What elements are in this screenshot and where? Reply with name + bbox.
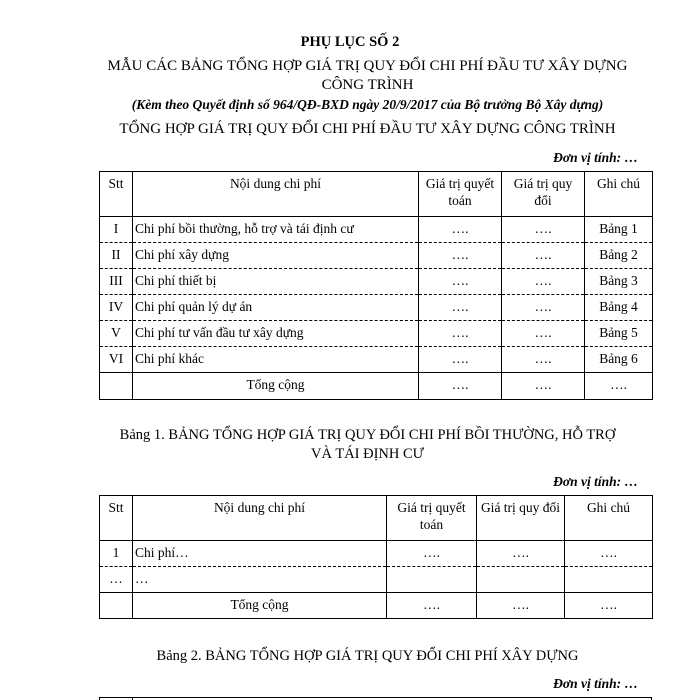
header-content: Nội dung chi phí (133, 172, 419, 217)
table-row (100, 269, 653, 295)
row-settled: …. (419, 347, 502, 373)
header-converted-value: Giá trị quy đổi (502, 172, 585, 217)
row-content: Chi phí xây dựng (133, 243, 419, 269)
table-row (100, 295, 653, 321)
table-row (100, 347, 653, 373)
table-row (100, 217, 653, 243)
total-stt (100, 593, 133, 619)
row-note: Bảng 1 (585, 217, 653, 243)
table1 (99, 495, 653, 619)
table-row (100, 541, 653, 567)
total-settled: …. (419, 373, 502, 400)
appendix-title: PHỤ LỤC SỐ 2 (300, 34, 400, 50)
row-note: Bảng 6 (585, 347, 653, 373)
row-note: Bảng 4 (585, 295, 653, 321)
row-stt: II (100, 243, 133, 269)
table1-heading-line-2: VÀ TÁI ĐỊNH CƯ (311, 446, 424, 462)
row-note (565, 567, 653, 593)
total-converted: …. (477, 593, 565, 619)
row-content: … (133, 567, 387, 593)
document-subtitle: (Kèm theo Quyết định số 964/QĐ-BXD ngày 20/9/2017 của Bộ trưởng Bộ Xây dựng) (131, 97, 604, 112)
total-note: …. (565, 593, 653, 619)
row-content: Chi phí thiết bị (133, 269, 419, 295)
summary-table (99, 171, 653, 400)
row-note: Bảng 5 (585, 321, 653, 347)
document-title-line-2: CÔNG TRÌNH (321, 77, 414, 93)
total-note: …. (585, 373, 653, 400)
row-stt: VI (100, 347, 133, 373)
row-settled: …. (419, 243, 502, 269)
row-content: Chi phí bồi thường, hỗ trợ và tái định cư (133, 217, 419, 243)
table1-heading-line-1: Bảng 1. BẢNG TỔNG HỢP GIÁ TRỊ QUY ĐỔI CHI PHÍ BỒI THƯỜNG, HỖ TRỢ (119, 427, 616, 443)
table-row (100, 321, 653, 347)
row-converted: …. (502, 269, 585, 295)
row-settled: …. (419, 295, 502, 321)
header-settled-value: Giá trị quyết toán (387, 496, 477, 541)
row-settled: …. (419, 217, 502, 243)
total-row (100, 593, 653, 619)
header-content: Nội dung chi phí (133, 496, 387, 541)
row-converted: …. (502, 321, 585, 347)
header-note: Ghi chú (565, 496, 653, 541)
row-stt: 1 (100, 541, 133, 567)
row-converted: …. (502, 295, 585, 321)
row-content: Chi phí… (133, 541, 387, 567)
row-settled: …. (387, 541, 477, 567)
table2-heading: Bảng 2. BẢNG TỔNG HỢP GIÁ TRỊ QUY ĐỔI CHI PHÍ XÂY DỰNG (156, 648, 579, 664)
total-converted: …. (502, 373, 585, 400)
row-converted: …. (502, 243, 585, 269)
row-content: Chi phí khác (133, 347, 419, 373)
summary-title: TỔNG HỢP GIÁ TRỊ QUY ĐỔI CHI PHÍ ĐẦU TƯ XÂY DỰNG CÔNG TRÌNH (119, 121, 616, 137)
row-stt: III (100, 269, 133, 295)
row-converted (477, 567, 565, 593)
row-note: Bảng 3 (585, 269, 653, 295)
row-content: Chi phí tư vấn đầu tư xây dựng (133, 321, 419, 347)
row-note: …. (565, 541, 653, 567)
row-content: Chi phí quản lý dự án (133, 295, 419, 321)
row-settled: …. (419, 269, 502, 295)
total-stt (100, 373, 133, 400)
table1-unit: Đơn vị tính: … (553, 474, 638, 489)
document-title-line-1: MẪU CÁC BẢNG TỔNG HỢP GIÁ TRỊ QUY ĐỔI CHI PHÍ ĐẦU TƯ XÂY DỰNG (107, 58, 628, 74)
table-row (100, 243, 653, 269)
row-stt: IV (100, 295, 133, 321)
row-settled: …. (419, 321, 502, 347)
row-note: Bảng 2 (585, 243, 653, 269)
row-converted: …. (502, 217, 585, 243)
summary-unit: Đơn vị tính: … (553, 150, 638, 165)
total-label: Tổng cộng (133, 593, 387, 619)
header-stt: Stt (100, 172, 133, 217)
total-settled: …. (387, 593, 477, 619)
row-stt: … (100, 567, 133, 593)
table2-unit: Đơn vị tính: … (553, 676, 638, 691)
row-converted: …. (502, 347, 585, 373)
row-settled (387, 567, 477, 593)
header-converted-value: Giá trị quy đổi (477, 496, 565, 541)
table-row (100, 567, 653, 593)
header-stt: Stt (100, 496, 133, 541)
total-label: Tổng cộng (133, 373, 419, 400)
row-converted: …. (477, 541, 565, 567)
total-row (100, 373, 653, 400)
header-settled-value: Giá trị quyết toán (419, 172, 502, 217)
row-stt: V (100, 321, 133, 347)
row-stt: I (100, 217, 133, 243)
header-note: Ghi chú (585, 172, 653, 217)
